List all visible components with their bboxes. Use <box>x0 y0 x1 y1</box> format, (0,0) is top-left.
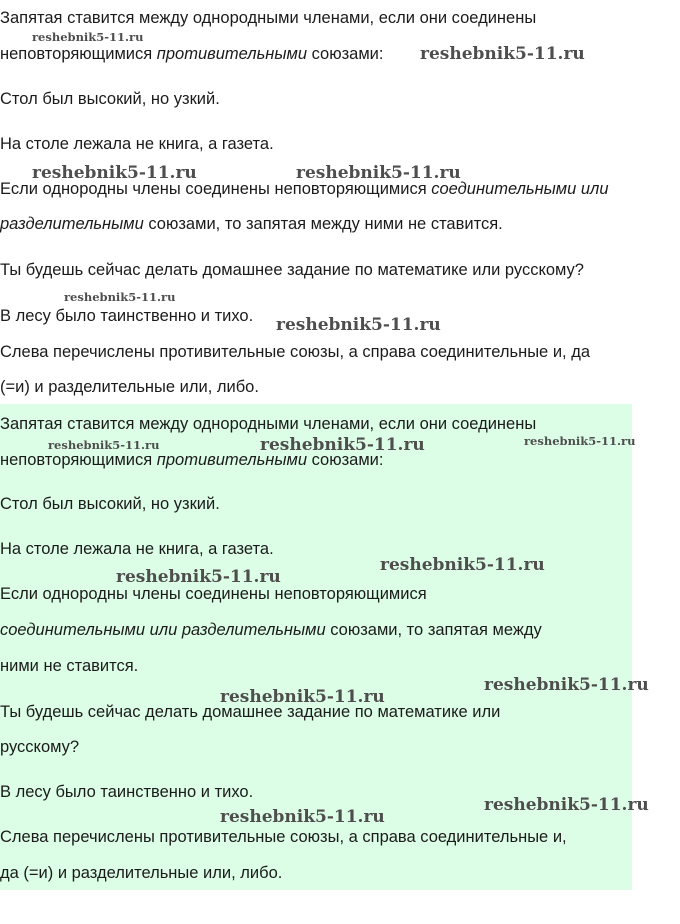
rule-1-text: неповторяющимися <box>0 45 157 63</box>
rule-1-line-1: Запятая ставится между однородными членами, если они соединены <box>0 9 537 27</box>
rule-2-line-2 <box>0 620 542 640</box>
rule-2-emphasis: соединительными или <box>431 180 609 198</box>
note-line-2: (=и) и разделительные или, либо. <box>0 378 259 396</box>
example-2: На столе лежала не книга, а газета. <box>0 540 274 558</box>
example-4: В лесу было таинственно и тихо. <box>0 783 254 801</box>
rule-2-emphasis-cont: разделительными <box>0 215 144 233</box>
rule-1-line-2 <box>0 44 383 64</box>
note-line-1: Слева перечислены противительные союзы, а справа соединительные и, <box>0 828 567 846</box>
watermark: reshebnik5-11.ru <box>32 30 144 44</box>
watermark: reshebnik5-11.ru <box>524 434 636 448</box>
rule-2-emphasis: соединительными или разделительными <box>0 621 326 639</box>
watermark: reshebnik5-11.ru <box>64 290 176 304</box>
rule-2-text: союзами, то запятая между <box>325 621 542 639</box>
example-1: Стол был высокий, но узкий. <box>0 90 220 108</box>
rule-1-emphasis: противительными <box>156 45 307 63</box>
rule-2-text-end: союзами, то запятая между ними не ставится. <box>143 215 503 233</box>
watermark: reshebnik5-11.ru <box>484 795 649 815</box>
example-3-line-2: русскому? <box>0 738 80 756</box>
rule-1-line-1: Запятая ставится между однородными членами, если они соединены <box>0 415 537 433</box>
watermark: reshebnik5-11.ru <box>276 315 441 335</box>
watermark: reshebnik5-11.ru <box>484 675 649 695</box>
example-3: Ты будешь сейчас делать домашнее задание по математике или русскому? <box>0 261 584 279</box>
note-line-1: Слева перечислены противительные союзы, а справа соединительные и, да <box>0 343 591 361</box>
watermark: reshebnik5-11.ru <box>48 438 160 452</box>
example-4: В лесу было таинственно и тихо. <box>0 307 254 325</box>
watermark: reshebnik5-11.ru <box>220 687 385 707</box>
rule-2-line-2 <box>0 214 503 234</box>
rule-1-text: неповторяющимися <box>0 451 157 469</box>
note-line-2: да (=и) и разделительные или, либо. <box>0 864 283 882</box>
example-2: На столе лежала не книга, а газета. <box>0 135 274 153</box>
example-1: Стол был высокий, но узкий. <box>0 495 220 513</box>
rule-2-line-1: Если однородны члены соединены неповторяющимися <box>0 585 427 603</box>
watermark: reshebnik5-11.ru <box>220 807 385 827</box>
rule-1-text-end: союзами: <box>307 45 384 63</box>
watermark: reshebnik5-11.ru <box>116 567 281 587</box>
watermark: reshebnik5-11.ru <box>420 44 585 64</box>
watermark: reshebnik5-11.ru <box>296 163 461 183</box>
rule-2-line-3: ними не ставится. <box>0 657 139 675</box>
watermark: reshebnik5-11.ru <box>260 435 425 455</box>
rule-1-emphasis: противительными <box>156 451 307 469</box>
rule-2-text: Если однородны члены соединены неповторяющимися <box>0 180 432 198</box>
watermark: reshebnik5-11.ru <box>380 555 545 575</box>
rule-1-text-end: союзами: <box>307 451 384 469</box>
watermark: reshebnik5-11.ru <box>32 163 197 183</box>
example-3-line-1: Ты будешь сейчас делать домашнее задание по математике или <box>0 703 501 721</box>
